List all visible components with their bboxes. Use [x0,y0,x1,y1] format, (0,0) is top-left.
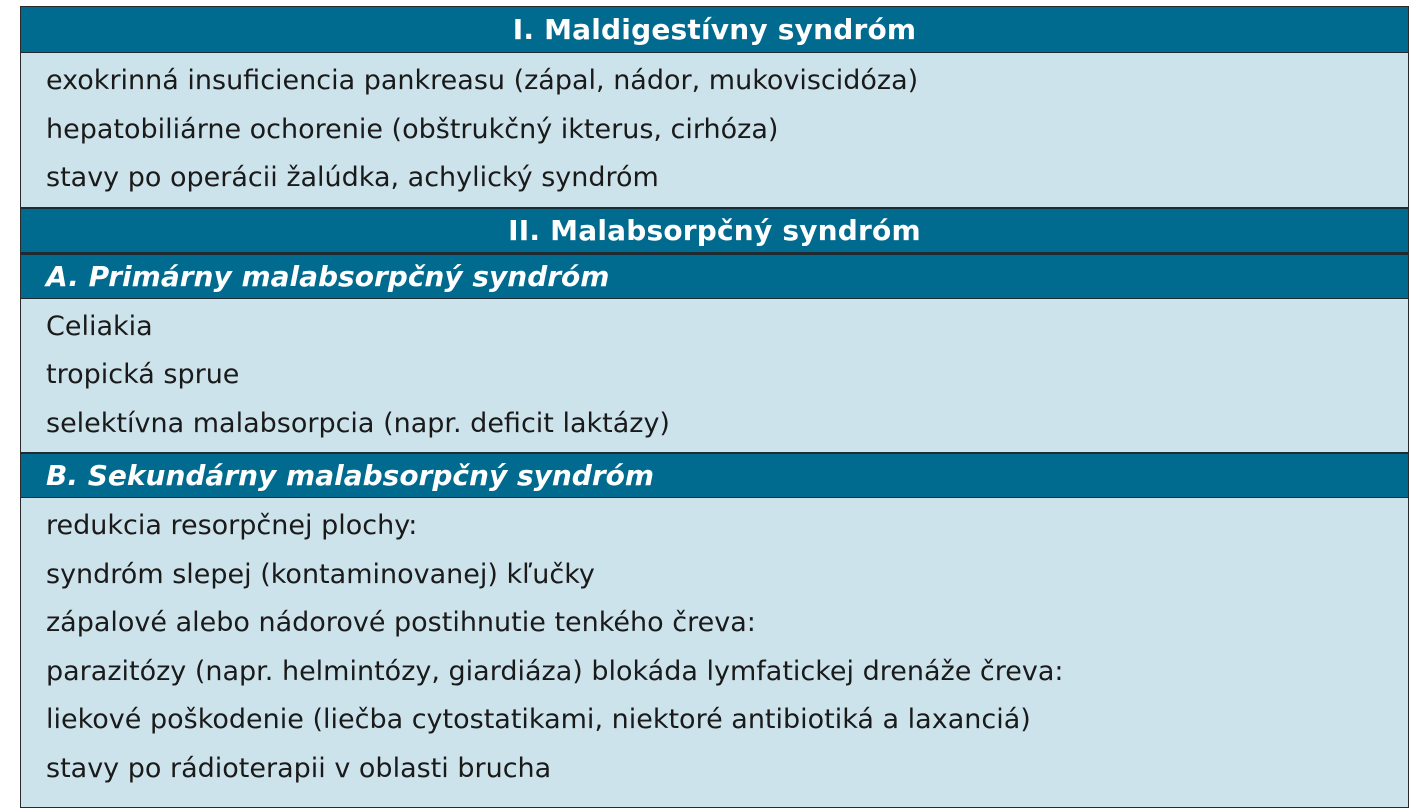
list-item: Celiakia [46,310,153,342]
section-body-maldigestive [21,53,1408,207]
list-item: liekové poškodenie (liečba cytostatikami, niektoré antibiotiká a laxanciá) [46,704,1031,735]
list-item: parazitózy (napr. helmintózy, giardiáza) blokáda lymfatickej drenáže čreva: [46,655,1064,687]
list-item: exokrinná insuficiencia pankreasu (zápal, nádor, mukoviscidóza) [46,65,919,96]
list-item: stavy po rádioterapii v oblasti brucha [46,752,552,784]
list-item: hepatobiliárne ochorenie (obštrukčný ikterus, cirhóza) [46,113,779,145]
subsection-title: A. Primárny malabsorpčný syndróm [46,259,610,293]
subsection-body-secondary [21,498,1408,807]
list-item: syndróm slepej (kontaminovanej) kľučky [46,558,595,590]
subsection-heading-secondary [21,452,1408,498]
subsection-heading-primary [21,253,1408,299]
list-item: redukcia resorpčnej plochy: [46,510,418,541]
section-title: I. Maldigestívny syndróm [512,13,917,46]
list-item: tropická sprue [46,359,240,390]
subsection-title: B. Sekundárny malabsorpčný syndróm [46,459,655,492]
section-title: II. Malabsorpčný syndróm [508,213,921,247]
list-item: zápalové alebo nádorové postihnutie tenkého čreva: [46,607,756,638]
list-item: selektívna malabsorpcia (napr. deficit laktázy) [46,407,670,439]
section-heading-maldigestive [21,7,1408,53]
subsection-body-primary [21,299,1408,453]
list-item: stavy po operácii žalúdka, achylický syndróm [46,162,659,193]
section-heading-malabsorptive [21,207,1408,253]
syndrome-table [20,6,1409,808]
